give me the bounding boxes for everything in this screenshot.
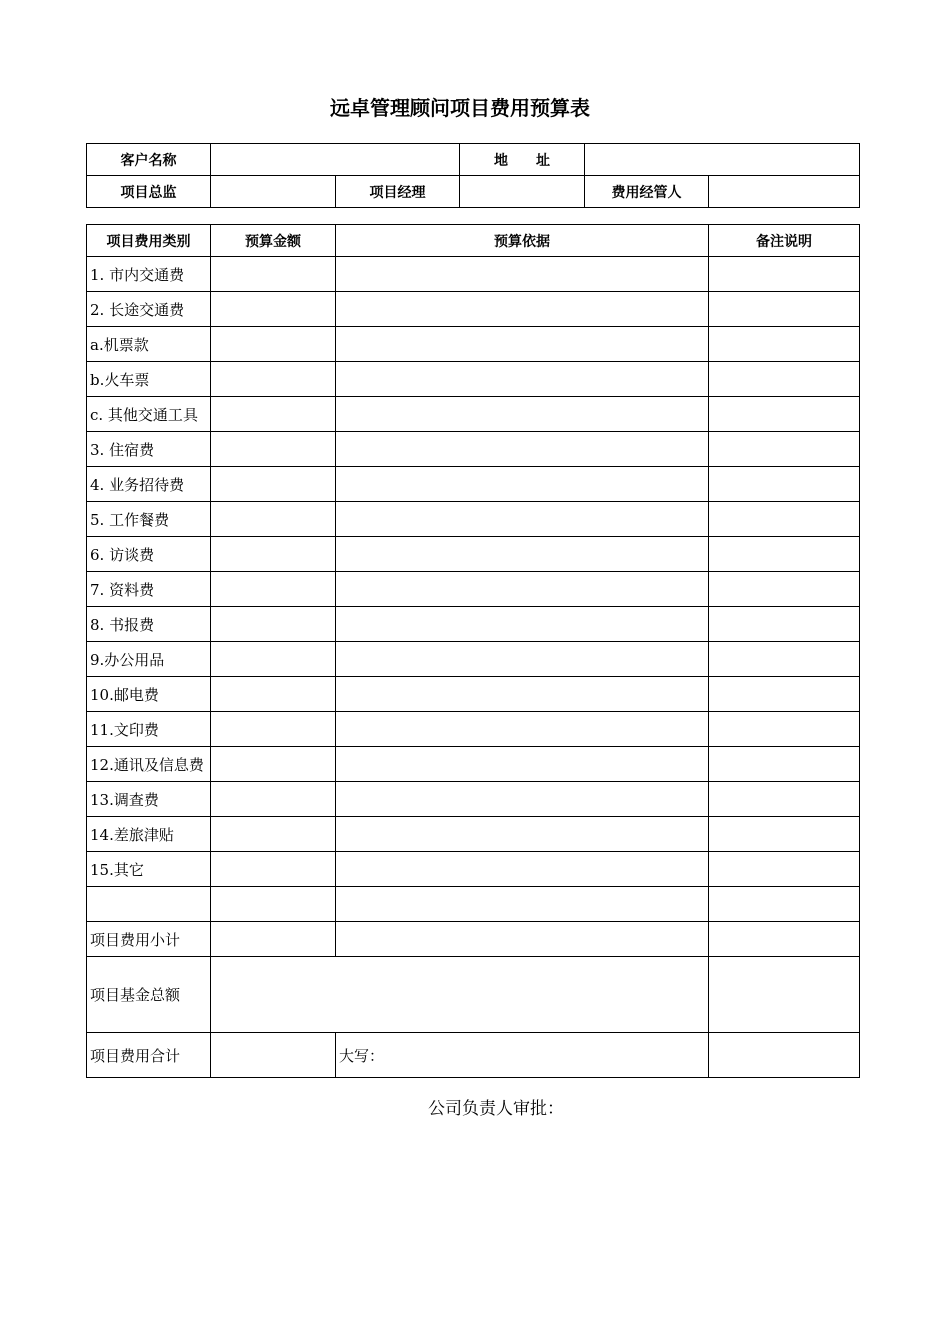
remarks-cell[interactable]: [709, 782, 860, 817]
basis-cell[interactable]: [336, 467, 709, 502]
remarks-cell[interactable]: [709, 712, 860, 747]
item-label: 4. 业务招待费: [87, 467, 211, 502]
item-label: 11.文印费: [87, 712, 211, 747]
basis-cell[interactable]: [336, 677, 709, 712]
remarks-cell[interactable]: [709, 397, 860, 432]
subtotal-row: [87, 922, 860, 957]
item-label: 10.邮电费: [87, 677, 211, 712]
amount-cell[interactable]: [211, 642, 336, 677]
document-title: 远卓管理顾问项目费用预算表: [330, 96, 590, 120]
uppercase-amount-cell[interactable]: [336, 1033, 709, 1078]
address-label: 地 址: [460, 144, 585, 176]
table-row: [87, 642, 860, 677]
item-label: 1. 市内交通费: [87, 257, 211, 292]
amount-cell[interactable]: [211, 572, 336, 607]
amount-cell[interactable]: [211, 502, 336, 537]
remarks-cell[interactable]: [709, 572, 860, 607]
table-row: [87, 782, 860, 817]
amount-cell[interactable]: [211, 852, 336, 887]
amount-header: 预算金额: [211, 225, 336, 257]
grand-total-row: [87, 1033, 860, 1078]
client-name-field[interactable]: [211, 144, 460, 176]
table-row: [87, 327, 860, 362]
subtotal-label: 项目费用小计: [87, 922, 211, 957]
basis-cell[interactable]: [336, 852, 709, 887]
amount-cell[interactable]: [211, 887, 336, 922]
remarks-cell[interactable]: [709, 257, 860, 292]
grand-total-remarks-cell[interactable]: [709, 1033, 860, 1078]
basis-cell[interactable]: [336, 887, 709, 922]
table-row: [87, 257, 860, 292]
remarks-cell[interactable]: [709, 817, 860, 852]
table-row: [87, 607, 860, 642]
remarks-cell[interactable]: [709, 537, 860, 572]
table-row: [87, 852, 860, 887]
amount-cell[interactable]: [211, 747, 336, 782]
table-row: [87, 292, 860, 327]
table-row: [87, 467, 860, 502]
budget-header-row: [87, 225, 860, 257]
basis-cell[interactable]: [336, 607, 709, 642]
table-row: [87, 537, 860, 572]
grand-total-amount-cell[interactable]: [211, 1033, 336, 1078]
basis-cell[interactable]: [336, 712, 709, 747]
table-row: [87, 397, 860, 432]
amount-cell[interactable]: [211, 467, 336, 502]
grand-total-label: 项目费用合计: [87, 1033, 211, 1078]
remarks-cell[interactable]: [709, 292, 860, 327]
amount-cell[interactable]: [211, 397, 336, 432]
manager-field[interactable]: [460, 176, 585, 208]
project-info-table: [86, 143, 860, 208]
amount-cell[interactable]: [211, 257, 336, 292]
expense-manager-field[interactable]: [709, 176, 860, 208]
remarks-cell[interactable]: [709, 327, 860, 362]
basis-cell[interactable]: [336, 537, 709, 572]
item-label[interactable]: [87, 887, 211, 922]
basis-cell[interactable]: [336, 257, 709, 292]
amount-cell[interactable]: [211, 327, 336, 362]
basis-cell[interactable]: [336, 747, 709, 782]
remarks-cell[interactable]: [709, 432, 860, 467]
expense-manager-label: 费用经管人: [585, 176, 709, 208]
table-row: [87, 432, 860, 467]
subtotal-basis-cell[interactable]: [336, 922, 709, 957]
table-row: [87, 887, 860, 922]
item-label: 13.调查费: [87, 782, 211, 817]
info-row-staff: [87, 176, 860, 208]
item-label: c. 其他交通工具: [87, 397, 211, 432]
basis-cell[interactable]: [336, 362, 709, 397]
remarks-cell[interactable]: [709, 642, 860, 677]
remarks-cell[interactable]: [709, 502, 860, 537]
basis-header: 预算依据: [336, 225, 709, 257]
amount-cell[interactable]: [211, 362, 336, 397]
item-label: 7. 资料费: [87, 572, 211, 607]
fund-total-row: [87, 957, 860, 1033]
fund-total-remarks-cell[interactable]: [709, 957, 860, 1033]
basis-cell[interactable]: [336, 327, 709, 362]
director-field[interactable]: [211, 176, 336, 208]
basis-cell[interactable]: [336, 572, 709, 607]
item-label: 6. 访谈费: [87, 537, 211, 572]
amount-cell[interactable]: [211, 292, 336, 327]
fund-total-label: 项目基金总额: [87, 957, 211, 1033]
basis-cell[interactable]: [336, 432, 709, 467]
remarks-cell[interactable]: [709, 677, 860, 712]
remarks-cell[interactable]: [709, 852, 860, 887]
info-row-client: [87, 144, 860, 176]
basis-cell[interactable]: [336, 817, 709, 852]
item-label: a.机票款: [87, 327, 211, 362]
manager-label: 项目经理: [336, 176, 460, 208]
item-label: 9.办公用品: [87, 642, 211, 677]
remarks-cell[interactable]: [709, 887, 860, 922]
basis-cell[interactable]: [336, 397, 709, 432]
remarks-cell[interactable]: [709, 607, 860, 642]
director-label: 项目总监: [87, 176, 211, 208]
category-header: 项目费用类别: [87, 225, 211, 257]
address-field[interactable]: [585, 144, 860, 176]
subtotal-amount-cell[interactable]: [211, 922, 336, 957]
subtotal-remarks-cell[interactable]: [709, 922, 860, 957]
remarks-cell[interactable]: [709, 467, 860, 502]
uppercase-label: 大写：: [339, 1046, 385, 1065]
item-label: 2. 长途交通费: [87, 292, 211, 327]
amount-cell[interactable]: [211, 537, 336, 572]
item-label: 14.差旅津贴: [87, 817, 211, 852]
item-label: 15.其它: [87, 852, 211, 887]
client-name-label: 客户名称: [87, 144, 211, 176]
amount-cell[interactable]: [211, 607, 336, 642]
table-row: [87, 502, 860, 537]
approval-label: 公司负责人审批：: [428, 1099, 564, 1119]
amount-cell[interactable]: [211, 432, 336, 467]
table-row: [87, 817, 860, 852]
remarks-cell[interactable]: [709, 362, 860, 397]
table-row: [87, 572, 860, 607]
remarks-header: 备注说明: [709, 225, 860, 257]
item-label: 8. 书报费: [87, 607, 211, 642]
amount-cell[interactable]: [211, 782, 336, 817]
item-label: 5. 工作餐费: [87, 502, 211, 537]
basis-cell[interactable]: [336, 782, 709, 817]
fund-total-cell[interactable]: [211, 957, 709, 1033]
item-label: 12.通讯及信息费: [87, 747, 211, 782]
amount-cell[interactable]: [211, 677, 336, 712]
table-row: [87, 362, 860, 397]
budget-table: [86, 224, 860, 1078]
basis-cell[interactable]: [336, 502, 709, 537]
remarks-cell[interactable]: [709, 747, 860, 782]
amount-cell[interactable]: [211, 712, 336, 747]
basis-cell[interactable]: [336, 292, 709, 327]
table-row: [87, 712, 860, 747]
amount-cell[interactable]: [211, 817, 336, 852]
table-row: [87, 747, 860, 782]
basis-cell[interactable]: [336, 642, 709, 677]
item-label: 3. 住宿费: [87, 432, 211, 467]
item-label: b.火车票: [87, 362, 211, 397]
table-row: [87, 677, 860, 712]
